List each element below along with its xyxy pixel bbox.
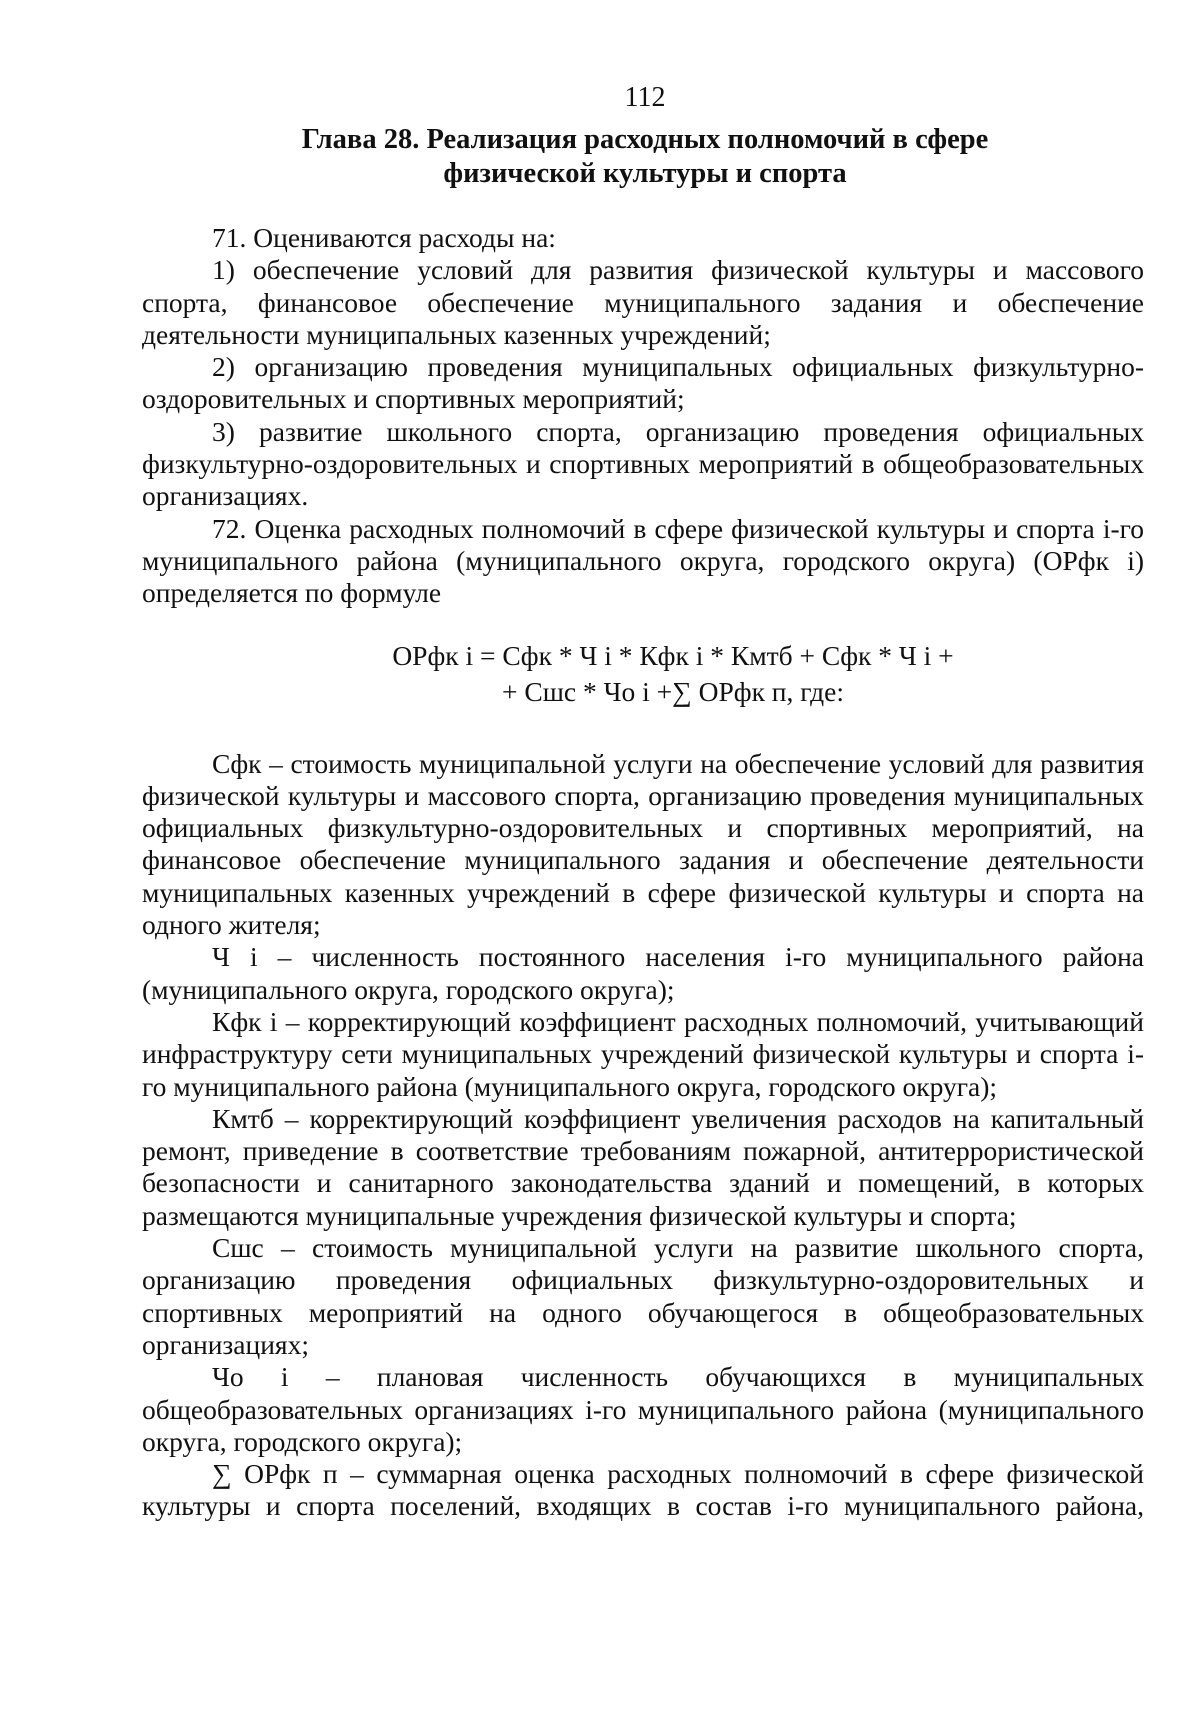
chapter-title-line-2: физической культуры и спорта (443, 158, 847, 189)
definition-sum-orfk-p: ∑ ОРфк п – суммарная оценка расходных полномочий в сфере физической культуры и спорта поселений, входящих в состав i-го муниципального района, (142, 1458, 1144, 1522)
chapter-title-line-1: Глава 28. Реализация расходных полномочий в сфере (301, 124, 989, 155)
list-item-2: 2) организацию проведения муниципальных официальных физкультурно-оздоровительных и спортивных мероприятий; (142, 351, 1144, 415)
paragraph-72: 72. Оценка расходных полномочий в сфере физической культуры и спорта i-го муниципального района (муниципального округа, городского округа) (ОРфк i) определяется по формуле (142, 512, 1144, 609)
chapter-title (230, 123, 1060, 191)
formula (202, 638, 1144, 710)
definition-kfk-i: Кфк i – корректирующий коэффициент расходных полномочий, учитывающий инфраструктуру сети муниципальных учреждений физической культуры и спорта i-го муниципального района (муниципального округа, городского округа); (142, 1005, 1144, 1102)
definition-sshs: Сшс – стоимость муниципальной услуги на развитие школьного спорта, организацию проведения официальных физкультурно-оздоровительных и спортивных мероприятий на одного обучающегося в общеобразовательных организациях; (142, 1232, 1144, 1360)
definition-cho-i: Чо i – плановая численность обучающихся в муниципальных общеобразовательных организациях i-го муниципального района (муниципального округа, городского округа); (142, 1361, 1144, 1457)
formula-line-1: ОРфк i = Сфк * Ч i * Кфк i * Кмтб + Сфк * Ч i + (392, 639, 954, 671)
definition-ch-i: Ч i – численность постоянного населения i-го муниципального района (муниципального округа, городского округа); (142, 941, 1144, 1005)
list-item-3: 3) развитие школьного спорта, организацию проведения официальных физкультурно-оздоровительных и спортивных мероприятий в общеобразовательных организациях. (142, 415, 1144, 512)
list-item-1: 1) обеспечение условий для развития физической культуры и массового спорта, финансовое обеспечение муниципального задания и обеспечение деятельности муниципальных казенных учреждений; (142, 254, 1144, 350)
document-body (142, 222, 1144, 1523)
definition-sfk: Сфк – стоимость муниципальной услуги на обеспечение условий для развития физической культуры и массового спорта, организацию проведения муниципальных официальных физкультурно-оздоровительных и спортивных мероприятий, на финансовое обеспечение муниципального задания и обеспечение деятельности муниципальных казенных учреждений в сфере физической культуры и спорта на одного жителя; (142, 747, 1144, 941)
paragraph-71: 71. Оцениваются расходы на: (212, 222, 556, 253)
definition-kmtb: Кмтб – корректирующий коэффициент увеличения расходов на капитальный ремонт, приведение в соответствие требованиям пожарной, антитеррористической безопасности и санитарного законодательства зданий и помещений, в которых размещаются муниципальные учреждения физической культуры и спорта; (142, 1102, 1144, 1231)
page-number: 112 (624, 82, 666, 113)
formula-line-2: + Сшс * Чо i +∑ ОРфк п, где: (501, 675, 845, 707)
